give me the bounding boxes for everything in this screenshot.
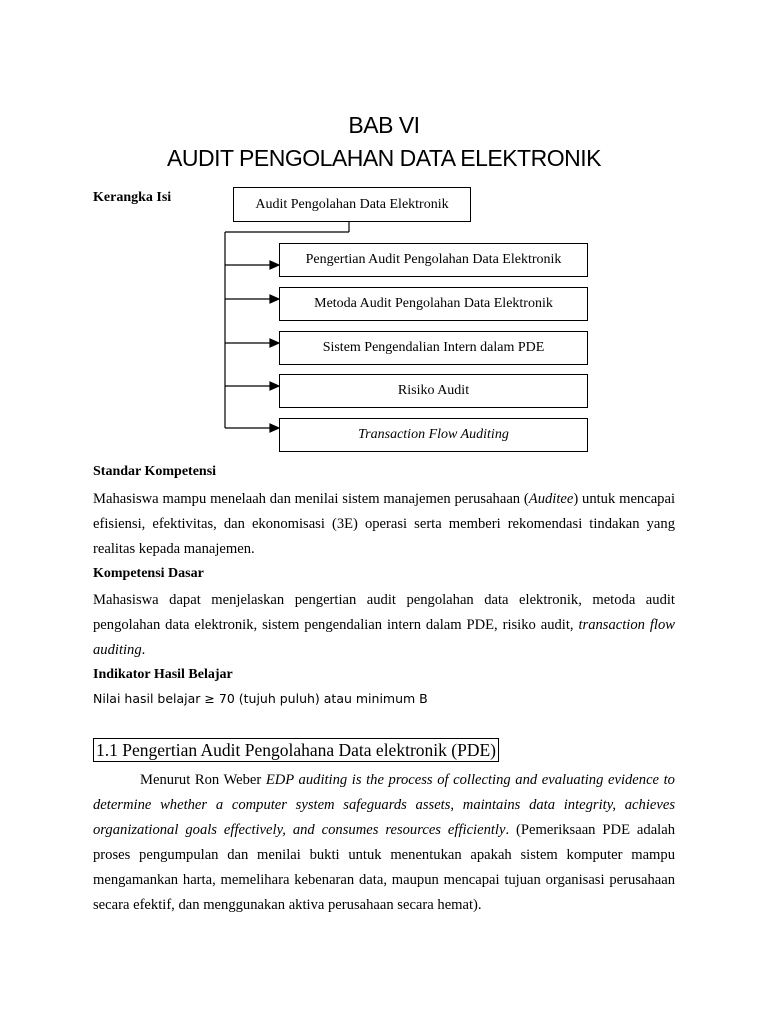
chapter-title: AUDIT PENGOLAHAN DATA ELEKTRONIK <box>167 145 601 171</box>
framework-item-risiko: Risiko Audit <box>279 374 588 408</box>
framework-label: Kerangka Isi <box>93 190 172 205</box>
framework-item-metoda: Metoda Audit Pengolahan Data Elektronik <box>279 287 588 321</box>
standar-heading: Standar Kompetensi <box>93 464 217 479</box>
kompetensi-heading: Kompetensi Dasar <box>93 566 204 581</box>
kompetensi-paragraph: Mahasiswa dapat menjelaskan pengertian audit pengolahan data elektronik, metoda audit pengolahan data elektronik, sistem pengendalian intern dalam PDE, risiko audit, transaction flow auditing. <box>93 592 675 658</box>
framework-item-transaction: Transaction Flow Auditing <box>279 418 588 452</box>
indikator-text: Nilai hasil belajar ≥ 70 (tujuh puluh) atau minimum B <box>93 691 428 706</box>
chapter-number: BAB VI <box>348 112 420 138</box>
framework-item-pengertian: Pengertian Audit Pengolahan Data Elektronik <box>279 243 588 277</box>
framework-item-sistem: Sistem Pengendalian Intern dalam PDE <box>279 331 588 365</box>
standar-paragraph: Mahasiswa mampu menelaah dan menilai sistem manajemen perusahaan (Auditee) untuk mencapai efisiensi, efektivitas, dan ekonomisasi (3E) operasi serta memberi rekomendasi tindakan yang realitas kepada manajemen. <box>93 491 676 557</box>
indikator-heading: Indikator Hasil Belajar <box>93 667 233 682</box>
framework-root-box: Audit Pengolahan Data Elektronik <box>233 187 471 222</box>
section-heading: 1.1 Pengertian Audit Pengolahana Data elektronik (PDE) <box>93 738 499 762</box>
section-paragraph: Menurut Ron Weber EDP auditing is the process of collecting and evaluating evidence to determine whether a computer system safeguards assets, maintains data integrity, achieves organizational goals effectively, and consumes resources efficiently. (Pemeriksaan PDE adalah proses pengumpulan dan menilai bukti untuk menentukan apakah sistem komputer mampu mengamankan harta, memelihara kebenaran data, maupun mencapai tujuan organisasi perusahaan secara efektif, dan menggunakan aktiva perusahaan secara hemat). <box>93 772 676 913</box>
